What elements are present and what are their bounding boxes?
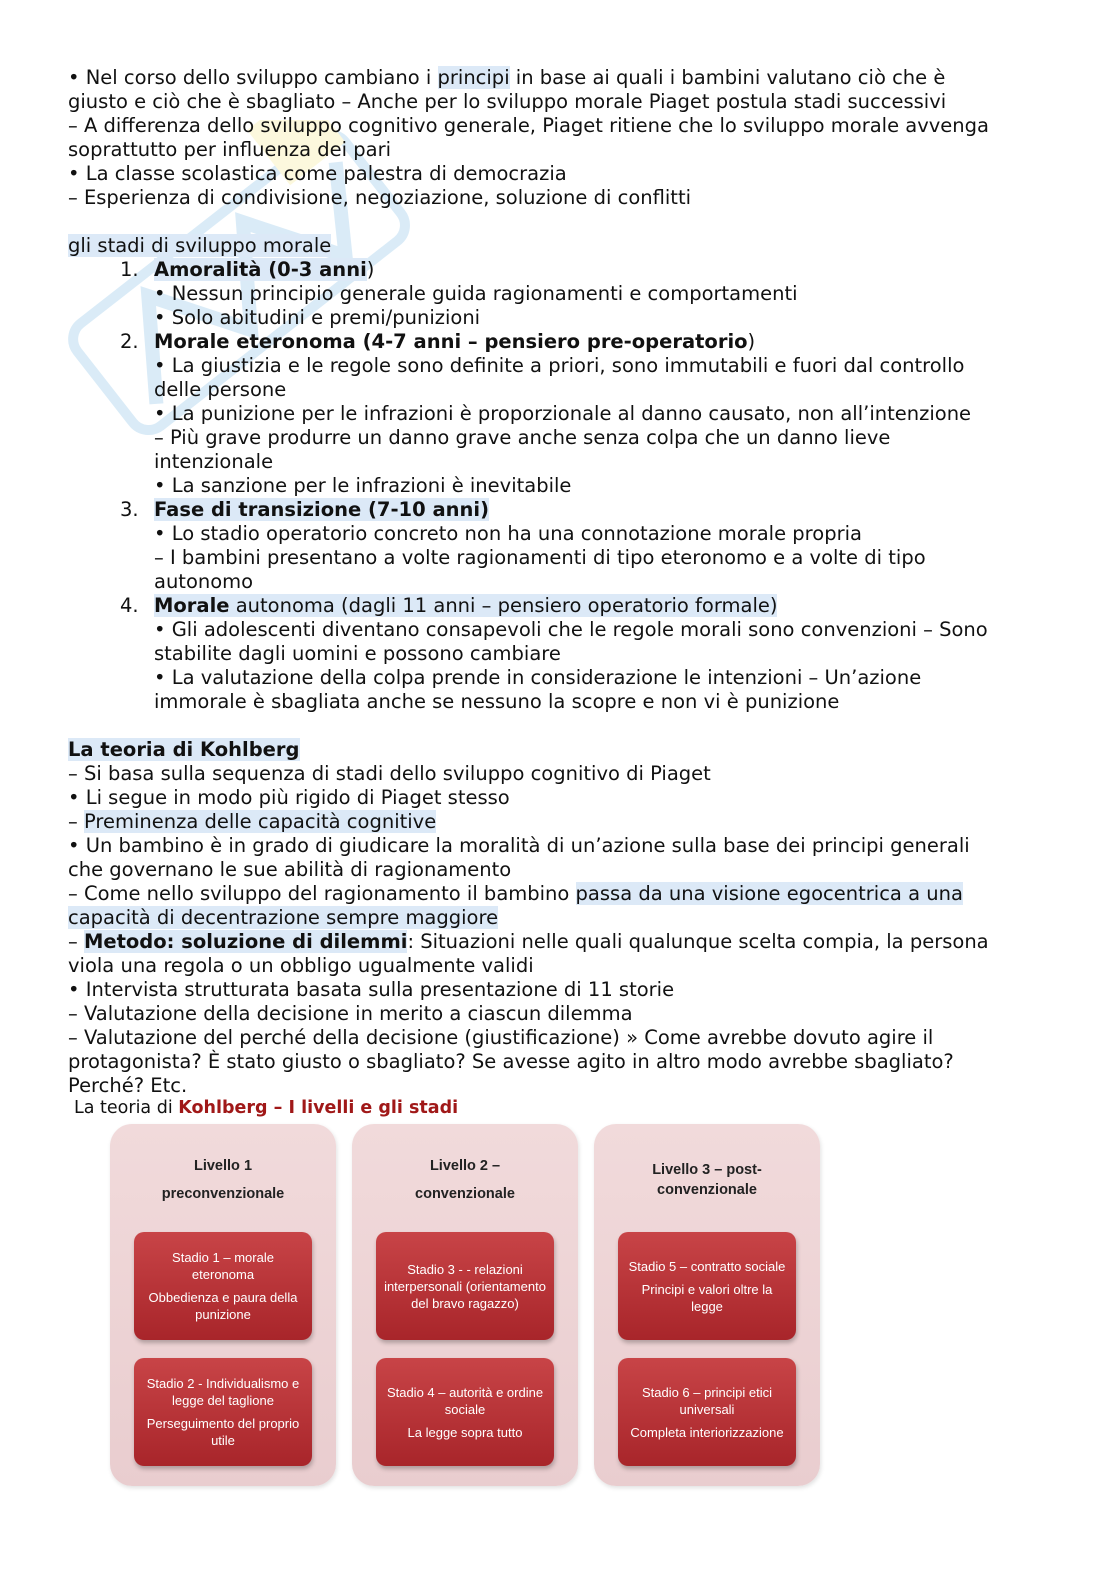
level-column [352,1124,578,1486]
method-detail-line: – Valutazione della decisione in merito a ciascun dilemma [68,1002,633,1025]
kohlberg-line: – Come nello sviluppo del ragionamento il bambino passa da una visione egocentrica a una [68,882,963,905]
method-detail-line: Perché? Etc. [68,1074,188,1097]
stage-line: stabilite dagli uomini e possono cambiare [154,642,561,665]
method-line-2: viola una regola o un obbligo ugualmente validi [68,954,534,977]
method-line: – Metodo: soluzione di dilemmi: Situazioni nelle quali qualunque scelta compia, la persona [68,930,989,953]
stage-title-bold: Morale eteronoma (4-7 anni – pensiero pre-operatorio [154,330,748,353]
stage-box-title: Stadio 1 – morale eteronoma [172,1250,274,1282]
level-title-line: convenzionale [415,1186,515,1202]
stage-box-desc: Obbedienza e paura della punizione [148,1290,298,1322]
intro-line: • La classe scolastica come palestra di democrazia [68,162,567,185]
stage-box-desc: Principi e valori oltre la legge [641,1281,773,1314]
kohlberg-line: – Si basa sulla sequenza di stadi dello sviluppo cognitivo di Piaget [68,762,711,785]
level-column [594,1124,820,1486]
stage-title [154,594,1048,618]
stage-title-bold: Amoralità (0-3 anni [154,258,367,281]
stage-box [134,1358,312,1466]
stage-title [154,330,1048,354]
kohlberg-line: • Un bambino è in grado di giudicare la moralità di un’azione sulla base dei principi generali [68,834,970,857]
stage-item [120,330,1048,498]
stages-heading: gli stadi di sviluppo morale [68,234,332,257]
stage-box-title: Stadio 5 – contratto sociale [628,1258,786,1274]
intro-line: • Nel corso dello sviluppo cambiano i principi in base ai quali i bambini valutano ciò che è [68,66,946,89]
method-detail-line: protagonista? È stato giusto o sbagliato? Se avesse agito in altro modo avrebbe sbagliato? [68,1050,954,1073]
kohlberg-line: • Li segue in modo più rigido di Piaget stesso [68,786,510,809]
stage-line: autonomo [154,570,254,593]
kohlberg-line: – Preminenza delle capacità cognitive [68,810,437,833]
stage-title [154,498,1048,522]
stage-number: 4. [120,594,139,617]
level-title [110,1152,336,1208]
stage-title-rest: ) [747,330,756,353]
stage-line: – Più grave produrre un danno grave anche senza colpa che un danno lieve [154,426,891,449]
stage-line: • La giustizia e le regole sono definite a priori, sono immutabili e fuori dal controllo [154,354,965,377]
stage-title-rest: autonoma (dagli 11 anni – pensiero operatorio formale) [229,594,778,617]
highlight: passa da una visione egocentrica a una [575,882,963,905]
stage-box-title: Stadio 6 – principi etici universali [641,1384,773,1417]
stage-box-desc: Completa interiorizzazione [630,1424,784,1440]
level-title-line: Livello 1 [193,1158,253,1174]
level-title-line: convenzionale [657,1182,757,1198]
method-details [68,978,1048,1098]
stage-box-title: Stadio 2 - Individualismo e legge del taglione [146,1376,300,1408]
stage-title [154,258,1048,282]
stage-box [618,1358,796,1466]
stage-number: 1. [120,258,139,281]
stage-line: • Gli adolescenti diventano consapevoli che le regole morali sono convenzioni – Sono [154,618,988,641]
level-title-line: preconvenzionale [161,1186,285,1202]
stage-line: • Solo abitudini e premi/punizioni [154,306,481,329]
kohlberg-heading: La teoria di Kohlberg [68,738,300,761]
kohlberg-levels-diagram [110,1124,820,1486]
level-title [352,1152,578,1208]
stage-box-title: Stadio 4 – autorità e ordine sociale [386,1384,544,1417]
stage-line: delle persone [154,378,287,401]
stage-box-desc: La legge sopra tutto [407,1424,523,1440]
level-title-line: Livello 3 – post- [652,1162,762,1178]
intro-line: giusto e ciò che è sbagliato – Anche per lo sviluppo morale Piaget postula stadi successivi [68,90,947,113]
kohlberg-line: che governano le sue abilità di ragionamento [68,858,512,881]
stage-box-desc: Perseguimento del proprio utile [146,1416,300,1448]
stage-line: • Lo stadio operatorio concreto non ha una connotazione morale propria [154,522,862,545]
method-detail-line: • Intervista strutturata basata sulla presentazione di 11 storie [68,978,675,1001]
stages-list [68,258,1048,714]
stage-line: • La sanzione per le infrazioni è inevitabile [154,474,572,497]
highlight: Preminenza delle capacità cognitive [83,810,437,833]
level-title [594,1160,820,1200]
intro-line: soprattutto per influenza dei pari [68,138,392,161]
intro-line: – Esperienza di condivisione, negoziazione, soluzione di conflitti [68,186,692,209]
stage-item [120,258,1048,330]
diagram-title: La teoria di Kohlberg – I livelli e gli stadi [74,1098,459,1118]
highlight: capacità di decentrazione sempre maggiore [68,906,499,929]
stage-title-bold: Morale [154,594,230,617]
stage-number: 3. [120,498,139,521]
stage-line: – I bambini presentano a volte ragionamenti di tipo eteronomo e a volte di tipo [154,546,926,569]
stage-number: 2. [120,330,139,353]
stage-title-rest: ) [366,258,375,281]
level-title-line: Livello 2 – [429,1158,501,1174]
stage-item [120,498,1048,594]
intro-line: – A differenza dello sviluppo cognitivo generale, Piaget ritiene che lo sviluppo morale avvenga [68,114,989,137]
stage-box-title: Stadio 3 - - relazioni interpersonali (orientamento del bravo ragazzo) [384,1261,546,1311]
stage-line: • Nessun principio generale guida ragionamenti e comportamenti [154,282,798,305]
stage-box [134,1232,312,1340]
stage-line: immorale è sbagliata anche se nessuno la scopre e non vi è punizione [154,690,840,713]
level-column [110,1124,336,1486]
stage-box [376,1358,554,1466]
kohlberg-line [68,906,1048,930]
method-detail-line: – Valutazione del perché della decisione (giustificazione) » Come avrebbe dovuto agire il [68,1026,934,1049]
kohlberg-section [68,762,1048,930]
stage-item [120,594,1048,714]
stage-box [618,1232,796,1340]
stage-line: • La valutazione della colpa prende in considerazione le intenzioni – Un’azione [154,666,922,689]
stage-box [376,1232,554,1340]
document-body [68,66,1048,1098]
intro-section [68,66,1048,210]
stage-title-bold: Fase di transizione (7-10 anni) [154,498,490,521]
stage-line: intenzionale [154,450,274,473]
stage-line: • La punizione per le infrazioni è proporzionale al danno causato, non all’intenzione [154,402,972,425]
